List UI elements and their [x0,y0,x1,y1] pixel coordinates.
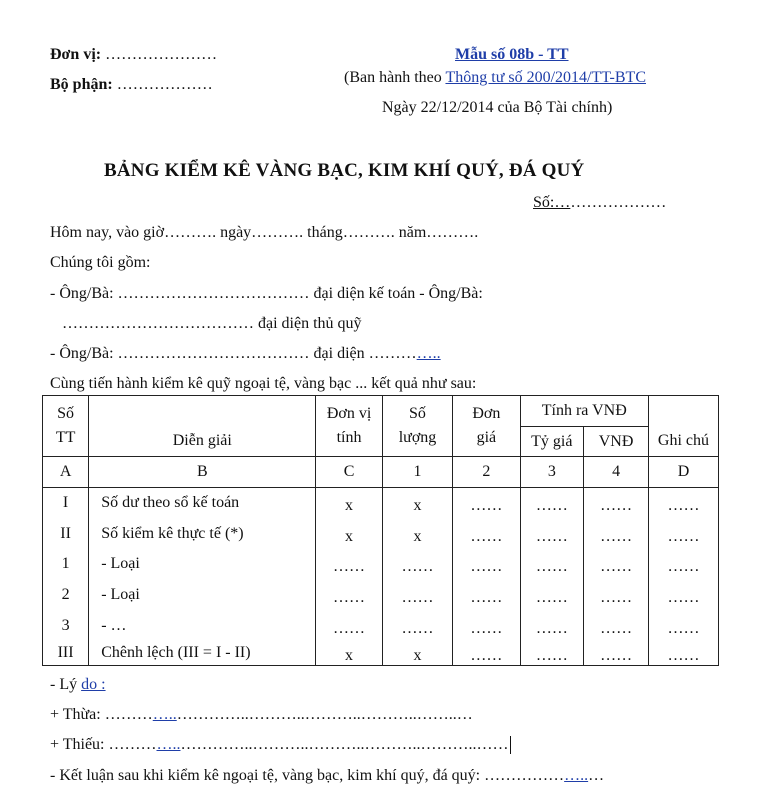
table-cell[interactable]: x [382,488,453,519]
reason-line [50,676,106,694]
table-cell[interactable]: …… [453,488,520,519]
code-cell: 4 [584,457,649,488]
table-cell[interactable]: …… [316,580,382,611]
conclusion-dots: … [588,767,605,784]
surplus-mark: ….. [152,706,177,723]
header-unit-price [453,396,520,457]
code-row [43,457,719,488]
we-include-line: Chúng tôi gồm: [50,254,151,271]
header-stt-bottom: TT [55,429,76,446]
shortage-line[interactable] [50,736,511,754]
table-cell[interactable]: …… [648,549,718,580]
table-cell[interactable]: III [43,641,89,666]
issued-by-line [344,69,646,87]
table-cell[interactable]: …… [520,611,584,641]
code-cell: A [43,457,89,488]
table-cell[interactable]: x [382,519,453,549]
header-note: Ghi chú [648,396,718,457]
accountant-rep-line: - Ông/Bà: ……………………………… đại diện kế toán - Ông/Bà: [50,285,483,302]
table-cell[interactable]: x [316,488,382,519]
table-cell[interactable]: …… [316,549,382,580]
header-quantity [382,396,453,457]
header-unit [316,396,382,457]
department-label: Bộ phận: [50,76,113,93]
surplus-dots: …………..………..………..………..……..… [176,706,473,723]
inventory-table [42,395,719,666]
department-dots[interactable]: ……………… [116,76,213,93]
reason-link: do : [81,676,106,693]
circular-link[interactable]: Thông tư số 200/2014/TT-BTC [445,69,646,86]
header-price-bottom: giá [476,429,497,446]
table-cell[interactable]: - … [89,611,316,641]
table-cell[interactable]: …… [382,611,453,641]
other-rep-line [50,345,441,363]
table-cell[interactable]: …… [382,549,453,580]
table-row [43,580,719,611]
code-cell: C [316,457,382,488]
header-price-top: Đơn [472,405,501,422]
treasurer-rep-line: ……………………………… đại diện thủ quỹ [62,315,362,332]
document-number [533,194,666,212]
code-cell: 3 [520,457,584,488]
table-row [43,519,719,549]
table-row [43,549,719,580]
table-cell[interactable]: …… [648,580,718,611]
table-cell[interactable]: …… [453,641,520,666]
table-cell[interactable]: …… [584,519,649,549]
other-rep-prefix: - Ông/Bà: ……………………………… đại diện ……… [50,345,417,362]
intro-line: Cùng tiến hành kiểm kê quỹ ngoại tệ, vàng bạc ... kết quả như sau: [50,375,477,392]
reason-prefix: - Lý [50,676,82,693]
header-unit-top: Đơn vị [326,405,372,422]
table-cell[interactable]: Chênh lệch (III = I - II) [89,641,316,666]
table-cell[interactable]: …… [453,611,520,641]
header-quantity-top: Số [409,405,426,422]
table-cell[interactable]: …… [520,488,584,519]
code-cell: B [89,457,316,488]
conclusion-line[interactable] [50,767,604,785]
unit-dots[interactable]: ………………… [105,46,218,63]
date-line: Hôm nay, vào giờ………. ngày………. tháng………. năm………. [50,224,479,241]
table-cell[interactable]: …… [316,611,382,641]
table-cell[interactable]: …… [584,580,649,611]
document-number-dots[interactable]: ……………… [570,194,667,211]
table-cell[interactable]: 1 [43,549,89,580]
table-cell[interactable]: Số dư theo sổ kế toán [89,488,316,519]
header-stt-top: Số [57,405,75,422]
conclusion-mark: ….. [564,767,589,784]
table-cell[interactable]: I [43,488,89,519]
table-cell[interactable]: …… [453,519,520,549]
department-line [50,76,213,94]
header-vnd-group: Tính ra VNĐ [520,396,648,427]
header-quantity-bottom: lượng [398,429,437,446]
code-cell: D [648,457,718,488]
table-row [43,611,719,641]
table-cell[interactable]: …… [520,641,584,666]
header-unit-bottom: tính [336,429,362,446]
table-cell[interactable]: …… [648,641,718,666]
document-number-label: Số:… [533,194,571,211]
code-cell: 1 [382,457,453,488]
table-cell[interactable]: - Loại [89,580,316,611]
table-cell[interactable]: …… [520,580,584,611]
other-rep-suffix: ….. [416,345,441,362]
shortage-mark: ….. [156,736,181,753]
code-cell: 2 [453,457,520,488]
table-row [43,641,719,666]
document-title: BẢNG KIỂM KÊ VÀNG BẠC, KIM KHÍ QUÝ, ĐÁ QUÝ [104,160,585,181]
table-cell[interactable]: …… [584,488,649,519]
table-cell[interactable]: Số kiểm kê thực tế (*) [89,519,316,549]
table-cell[interactable]: II [43,519,89,549]
unit-line [50,46,217,64]
table-cell[interactable]: x [316,519,382,549]
header-vnd: VNĐ [584,427,649,457]
header-row-top [43,396,719,427]
form-number-link[interactable]: Mẫu số 08b - TT [455,46,569,63]
issued-date: Ngày 22/12/2014 của Bộ Tài chính) [382,99,613,116]
unit-label: Đơn vị: [50,46,102,63]
table-cell[interactable]: …… [520,519,584,549]
header-description: Diễn giải [89,396,316,457]
table-cell[interactable]: …… [648,488,718,519]
table-body [43,488,719,666]
table-row [43,488,719,519]
table-cell[interactable]: …… [648,519,718,549]
surplus-label: + Thừa: ……… [50,706,153,723]
table-cell[interactable]: …… [520,549,584,580]
table-cell[interactable]: …… [648,611,718,641]
surplus-line[interactable] [50,706,473,724]
text-cursor [510,736,511,754]
table-cell[interactable]: …… [382,580,453,611]
table-cell[interactable]: …… [584,641,649,666]
shortage-label: + Thiếu: ……… [50,736,157,753]
conclusion-label: - Kết luận sau khi kiểm kê ngoại tệ, vàng bạc, kim khí quý, đá quý: …………… [50,767,565,784]
table-cell[interactable]: …… [584,549,649,580]
table-cell[interactable]: …… [584,611,649,641]
table-cell[interactable]: …… [453,549,520,580]
issued-prefix: (Ban hành theo [344,69,446,86]
table-cell[interactable]: 3 [43,611,89,641]
table-cell[interactable]: x [316,641,382,666]
table-cell[interactable]: 2 [43,580,89,611]
table-cell[interactable]: x [382,641,453,666]
table-cell[interactable]: …… [453,580,520,611]
shortage-dots: …………..………..………..………..………..…… [180,736,509,753]
header-rate: Tỷ giá [520,427,584,457]
header-stt [43,396,89,457]
table-cell[interactable]: - Loại [89,549,316,580]
